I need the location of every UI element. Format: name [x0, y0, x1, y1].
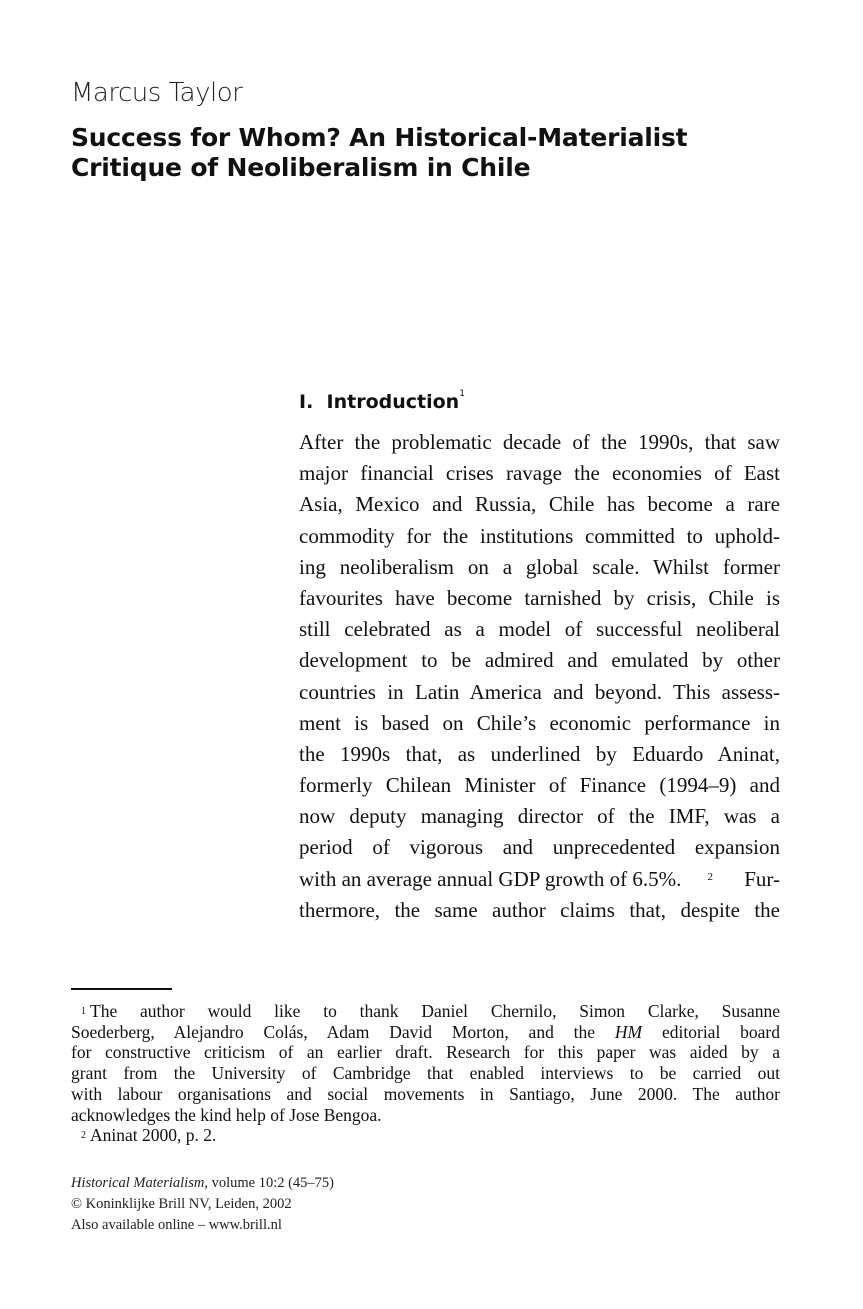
footnote-text-italic: HM: [614, 1021, 643, 1042]
footnote-mark: 1: [81, 1006, 86, 1017]
footnote-ref[interactable]: 1: [459, 389, 465, 399]
body-line-text: Fur-: [739, 866, 780, 891]
body-line: [299, 864, 780, 895]
footnote-rule: [71, 988, 172, 990]
footnote-text: Aninat 2000, p. 2.: [90, 1125, 217, 1146]
body-line: the 1990s that, as underlined by Eduardo Aninat,: [299, 741, 780, 766]
body-line: favourites have become tarnished by crisis, Chile is: [299, 585, 780, 610]
title-line: Critique of Neoliberalism in Chile: [71, 153, 531, 182]
body-line: After the problematic decade of the 1990s, that saw: [299, 430, 780, 454]
body-line: Asia, Mexico and Russia, Chile has become a rare: [299, 492, 780, 517]
body-line: ment is based on Chile’s economic performance in: [299, 710, 780, 735]
body-line: ing neoliberalism on a global scale. Whilst former: [299, 554, 780, 579]
footnote-line: [71, 1022, 780, 1043]
footnote-line: with labour organisations and social movements in Santiago, June 2000. The author: [71, 1083, 780, 1104]
copyright: © Koninklijke Brill NV, Leiden, 2002: [71, 1196, 292, 1212]
body-line: thermore, the same author claims that, despite the: [299, 897, 780, 922]
body-line: period of vigorous and unprecedented expansion: [299, 835, 780, 860]
title-line: Success for Whom? An Historical-Materialist: [71, 123, 688, 152]
footnote-text: The author would like to thank Daniel Chernilo, Simon Clarke, Susanne: [90, 1001, 780, 1021]
footnote-text: Soederberg, Alejandro Colás, Adam David Morton, and the: [71, 1021, 615, 1042]
body-line: development to be admired and emulated by other: [299, 648, 780, 673]
online-availability: Also available online – www.brill.nl: [71, 1217, 282, 1233]
footnote-line: acknowledges the kind help of Jose Bengoa.: [71, 1104, 382, 1125]
article-title: [71, 123, 687, 183]
journal-citation: [71, 1173, 334, 1194]
section-heading-text: I. Introduction: [299, 391, 460, 413]
section-heading: [299, 391, 465, 413]
footnote-2: [71, 1125, 780, 1146]
journal-volume: , volume 10:2 (45–75): [204, 1175, 335, 1191]
body-line: commodity for the institutions committed to uphold-: [299, 523, 780, 548]
footnote-line: grant from the University of Cambridge that enabled interviews to be carried out: [71, 1063, 780, 1084]
body-line: countries in Latin America and beyond. This assess-: [299, 679, 780, 704]
footnotes: [71, 1001, 780, 1146]
footnote-ref[interactable]: 2: [707, 870, 713, 883]
body-line: now deputy managing director of the IMF, was a: [299, 804, 780, 829]
footnote-1: [71, 1001, 780, 1022]
body-line: still celebrated as a model of successful neoliberal: [299, 617, 780, 642]
footnote-mark: 2: [81, 1130, 86, 1142]
footnote-line: for constructive criticism of an earlier draft. Research for this paper was aided by a: [71, 1042, 780, 1063]
footnote-text: editorial board: [642, 1021, 781, 1042]
journal-name: Historical Materialism: [71, 1175, 205, 1191]
body-line: major financial crises ravage the economies of East: [299, 461, 780, 486]
author-name: Marcus Taylor: [71, 78, 243, 108]
body-text: [299, 427, 780, 926]
body-line-text: with an average annual GDP growth of 6.5%.: [299, 866, 682, 891]
journal-footer: [71, 1173, 334, 1236]
body-line: formerly Chilean Minister of Finance (1994–9) and: [299, 773, 780, 798]
